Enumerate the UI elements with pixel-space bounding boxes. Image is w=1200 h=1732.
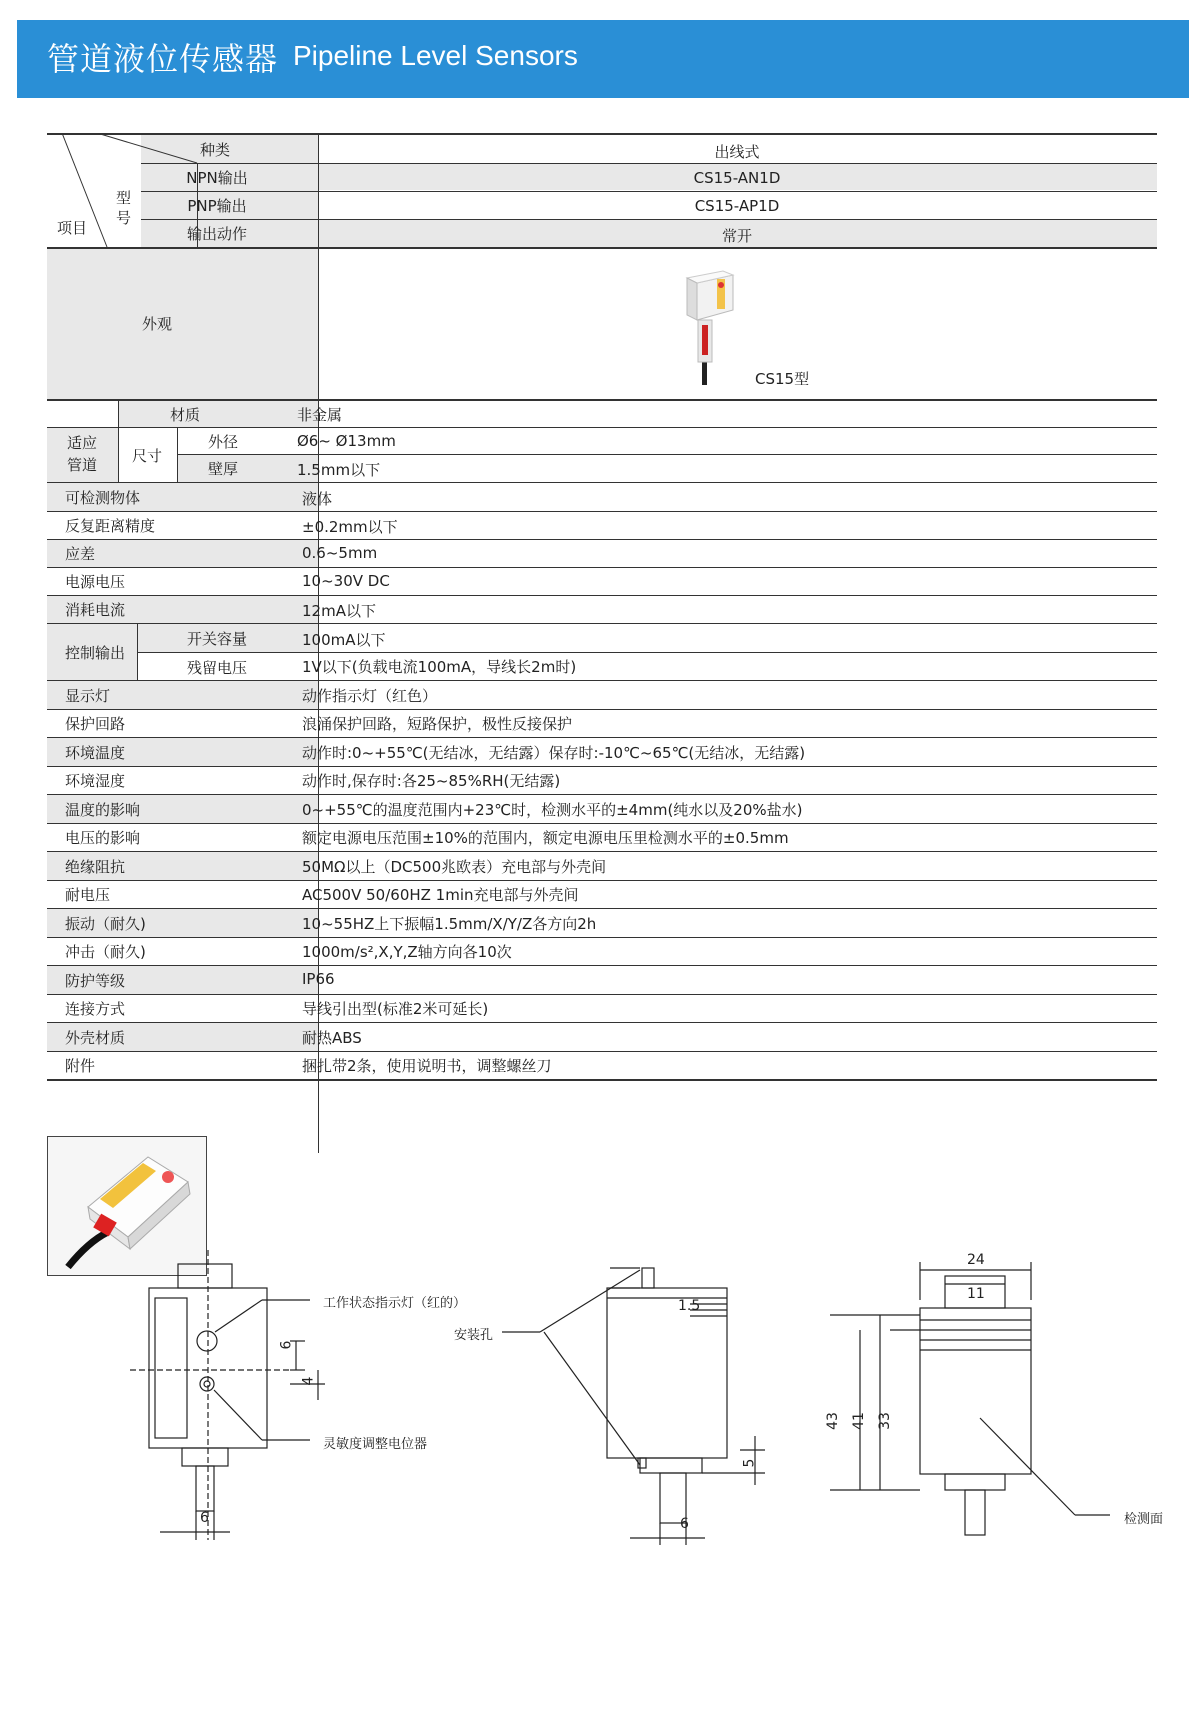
dim-11: 11 <box>967 1286 985 1302</box>
row-label: 应差 <box>65 545 96 563</box>
dim-1-5: 1.5 <box>678 1298 701 1314</box>
row-label: 外壳材质 <box>65 1029 126 1047</box>
mount-hole-label: 安装孔 <box>454 1328 494 1343</box>
pnp-label: PNP输出 <box>187 197 247 215</box>
size-label: 尺寸 <box>131 447 163 465</box>
row-label: 振动（耐久) <box>65 915 146 933</box>
head-model: 型号 <box>116 189 132 227</box>
type-value: 出线式 <box>714 143 760 161</box>
row-value: 导线引出型(标准2米可延长) <box>302 1000 489 1018</box>
od-label: 外径 <box>207 433 239 451</box>
row-label: 冲击（耐久) <box>65 943 146 961</box>
action-value: 常开 <box>721 227 753 245</box>
row-value: 0.6~5mm <box>302 544 378 562</box>
header-banner <box>17 20 1189 98</box>
row-label: 附件 <box>65 1057 96 1075</box>
material-value: 非金属 <box>297 406 343 424</box>
page-title-en: Pipeline Level Sensors <box>293 40 578 71</box>
row-value: 0~+55℃的温度范围内+23℃时，检测水平的±4mm(纯水以及20%盐水) <box>302 801 803 819</box>
row-value: 动作时:0~+55℃(无结冰，无结露）保存时:-10℃~65℃(无结冰，无结露) <box>302 744 806 762</box>
dim-41: 41 <box>850 1412 867 1430</box>
row-label: 反复距离精度 <box>65 517 156 535</box>
detect-face-label: 检测面 <box>1124 1512 1164 1527</box>
row-label: 连接方式 <box>65 1000 126 1018</box>
row-value: IP66 <box>302 970 335 988</box>
row-value: 耐热ABS <box>302 1029 362 1047</box>
appearance-caption: CS15型 <box>755 370 810 388</box>
pot-label: 灵敏度调整电位器 <box>323 1437 428 1452</box>
row-label: 电源电压 <box>65 573 126 591</box>
pnp-value: CS15-AP1D <box>694 197 780 215</box>
od-value: Ø6~ Ø13mm <box>297 432 396 450</box>
row-label: 消耗电流 <box>65 601 126 619</box>
wall-label: 壁厚 <box>207 460 239 478</box>
header-diagonals <box>47 133 319 249</box>
row-value: ±0.2mm以下 <box>302 518 398 536</box>
page-title: 管道液位传感器 <box>47 40 279 78</box>
npn-value: CS15-AN1D <box>693 169 781 187</box>
row-label: 绝缘阻抗 <box>65 858 126 876</box>
row-value: 浪涌保护回路，短路保护，极性反接保护 <box>302 715 573 733</box>
type-label: 种类 <box>199 141 231 159</box>
row-value: 动作时,保存时:各25~85%RH(无结露) <box>302 772 561 790</box>
row-value: 1000m/s²,X,Y,Z轴方向各10次 <box>302 943 512 961</box>
switch-value: 100mA以下 <box>302 631 386 649</box>
row-value: 动作指示灯（红色） <box>302 687 438 705</box>
dim-6b: 6 <box>200 1510 209 1526</box>
row-value: 10~30V DC <box>302 572 390 590</box>
row-label: 温度的影响 <box>65 801 141 819</box>
sensor-product-image <box>647 265 767 385</box>
row-label: 电压的影响 <box>65 829 141 847</box>
npn-label: NPN输出 <box>186 169 248 187</box>
dim-6a: 6 <box>278 1340 295 1350</box>
control-label: 控制输出 <box>65 644 126 662</box>
switch-label: 开关容量 <box>186 630 248 648</box>
residual-label: 残留电压 <box>186 659 248 677</box>
indicator-label: 工作状态指示灯（红的） <box>323 1296 467 1311</box>
residual-value: 1V以下(负载电流100mA，导线长2m时) <box>302 658 577 676</box>
row-value: 捆扎带2条，使用说明书，调整螺丝刀 <box>302 1057 552 1075</box>
pipe-label: 适应管道 <box>67 434 98 474</box>
row-value: 额定电源电压范围±10%的范围内，额定电源电压里检测水平的±0.5mm <box>302 829 789 847</box>
row-value: AC500V 50/60HZ 1min充电部与外壳间 <box>302 886 579 904</box>
row-label: 防护等级 <box>65 972 126 990</box>
dimension-drawings <box>0 1240 1200 1640</box>
material-label: 材质 <box>169 406 201 424</box>
row-label: 可检测物体 <box>65 489 141 507</box>
row-label: 环境湿度 <box>65 772 126 790</box>
row-value: 10~55HZ上下振幅1.5mm/X/Y/Z各方向2h <box>302 915 597 933</box>
dim-5: 5 <box>741 1458 758 1468</box>
appearance-label: 外观 <box>141 315 173 333</box>
row-value: 50MΩ以上（DC500兆欧表）充电部与外壳间 <box>302 858 607 876</box>
row-value: 液体 <box>302 490 333 508</box>
row-value: 12mA以下 <box>302 602 376 620</box>
dim-33: 33 <box>876 1412 893 1430</box>
dim-6c: 6 <box>680 1516 689 1532</box>
head-item: 项目 <box>57 219 88 237</box>
dim-43: 43 <box>824 1412 841 1430</box>
row-label: 保护回路 <box>65 715 126 733</box>
dim-4: 4 <box>300 1376 317 1386</box>
row-label: 显示灯 <box>65 687 111 705</box>
row-label: 耐电压 <box>65 886 111 904</box>
dim-24: 24 <box>967 1252 985 1268</box>
action-label: 输出动作 <box>186 225 248 243</box>
wall-value: 1.5mm以下 <box>297 461 381 479</box>
row-label: 环境温度 <box>65 744 126 762</box>
